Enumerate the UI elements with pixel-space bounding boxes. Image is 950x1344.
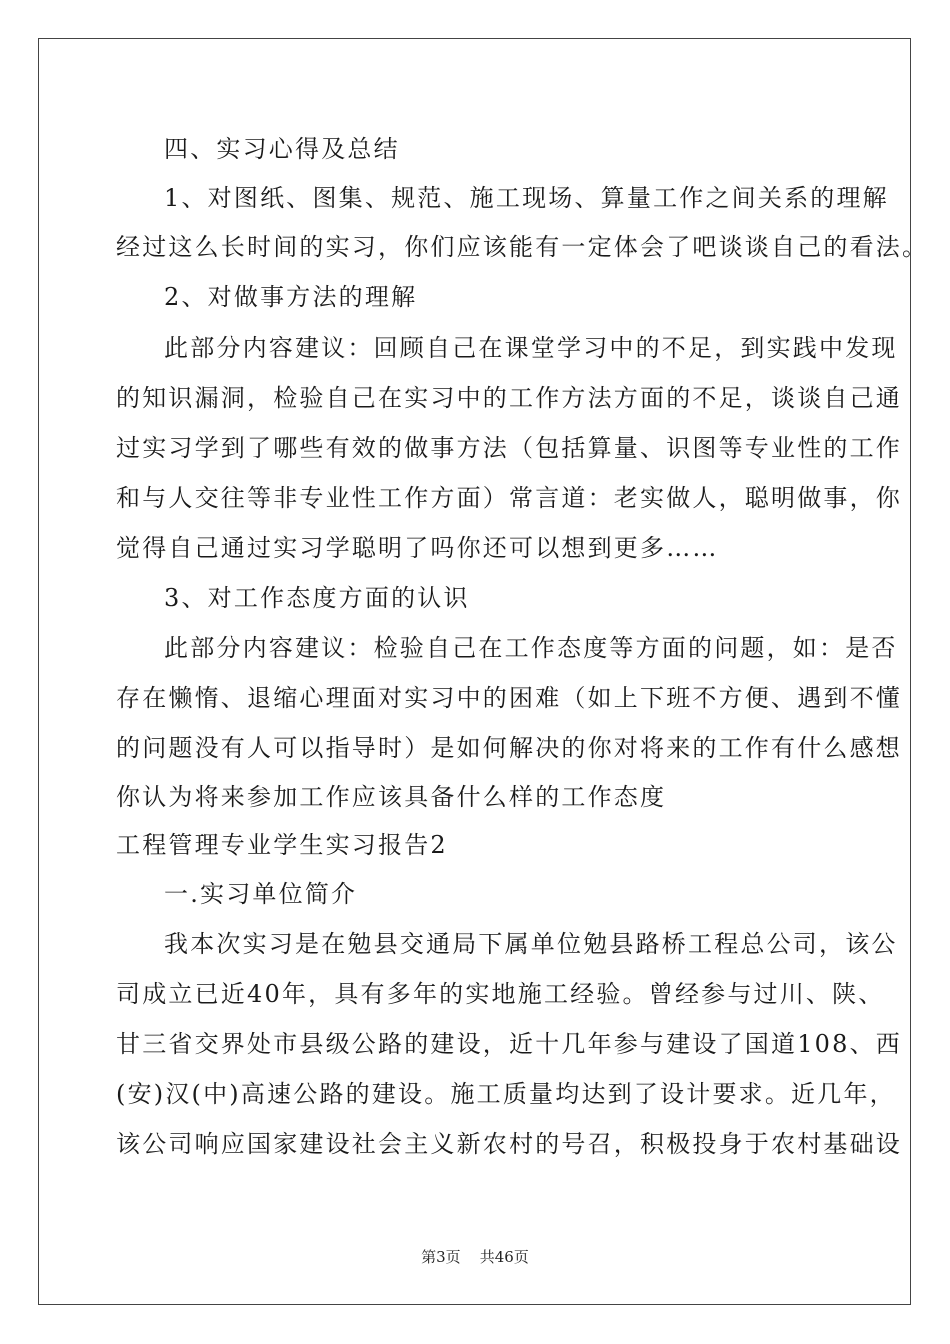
paragraph-line: 的知识漏洞，检验自己在实习中的工作方法方面的不足，谈谈自己通 [116,384,902,412]
paragraph-line: 的问题没有人可以指导时）是如何解决的你对将来的工作有什么感想 [116,734,902,762]
subsection-heading: 2、对做事方法的理解 [164,283,418,311]
paragraph-line: 该公司响应国家建设社会主义新农村的号召，积极投身于农村基础设 [116,1130,902,1158]
paragraph-line: 此部分内容建议：检验自己在工作态度等方面的问题，如：是否 [164,634,898,662]
page-number: 第3页 共46页 [421,1248,529,1266]
report-title: 工程管理专业学生实习报告2 [116,831,448,859]
subsection-heading: 3、对工作态度方面的认识 [164,584,470,612]
section-heading: 四、实习心得及总结 [164,135,400,163]
paragraph-line: 和与人交往等非专业性工作方面）常言道：老实做人，聪明做事，你 [116,484,902,512]
paragraph-line: 经过这么长时间的实习，你们应该能有一定体会了吧谈谈自己的看法。 [116,233,929,261]
page-border [38,38,911,1305]
paragraph-line: 甘三省交界处市县级公路的建设，近十几年参与建设了国道108、西 [116,1030,903,1058]
paragraph-line: (安)汉(中)高速公路的建设。施工质量均达到了设计要求。近几年， [116,1080,896,1108]
paragraph-line: 过实习学到了哪些有效的做事方法（包括算量、识图等专业性的工作 [116,434,902,462]
subsection-heading: 1、对图纸、图集、规范、施工现场、算量工作之间关系的理解 [164,184,889,212]
section-heading: 一.实习单位简介 [164,880,358,908]
paragraph-line: 觉得自己通过实习学聪明了吗你还可以想到更多…… [116,534,719,562]
paragraph-line: 此部分内容建议：回顾自己在课堂学习中的不足，到实践中发现 [164,334,898,362]
paragraph-line: 你认为将来参加工作应该具备什么样的工作态度 [116,783,667,811]
paragraph-line: 我本次实习是在勉县交通局下属单位勉县路桥工程总公司，该公 [164,930,898,958]
paragraph-line: 存在懒惰、退缩心理面对实习中的困难（如上下班不方便、遇到不懂 [116,684,902,712]
paragraph-line: 司成立已近40年，具有多年的实地施工经验。曾经参与过川、陕、 [116,980,885,1008]
